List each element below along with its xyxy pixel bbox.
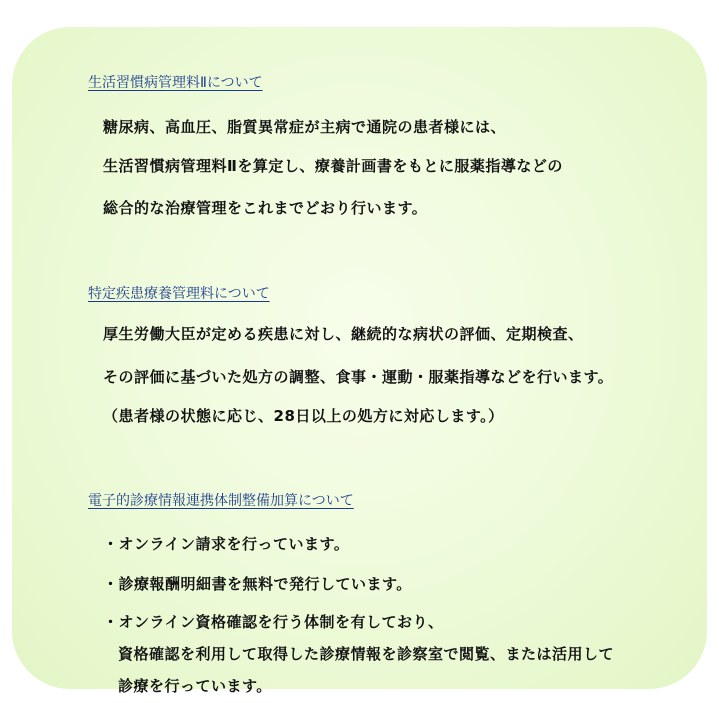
section-heading-lifestyle-disease: 生活習慣病管理料Ⅱについて	[88, 75, 263, 91]
section-3-bullet-2: ・診療報酬明細書を無料で発行しています。	[103, 575, 412, 593]
info-panel	[12, 27, 707, 695]
section-2-line-2: その評価に基づいた処方の調整、食事・運動・服薬指導などを行います。	[103, 368, 614, 386]
section-2-line-1: 厚生労働大臣が定める疾患に対し、継続的な病状の評価、定期検査、	[103, 325, 584, 343]
section-3-bullet-3-cont-1: 資格確認を利用して取得した診療情報を診察室で閲覧、または活用して	[118, 645, 615, 663]
section-heading-specific-disease: 特定疾患療養管理料について	[88, 286, 270, 302]
section-3-bullet-3: ・オンライン資格確認を行う体制を有しており、	[103, 613, 444, 631]
section-3-bullet-3-cont-2: 診療を行っています。	[118, 677, 272, 695]
section-2-line-3: （患者様の状態に応じ、28日以上の処方に対応します。）	[103, 407, 504, 425]
section-1-line-2: 生活習慣病管理料Ⅱを算定し、療養計画書をもとに服薬指導などの	[103, 157, 563, 175]
section-1-line-3: 総合的な治療管理をこれまでどおり行います。	[103, 199, 428, 217]
section-1-line-1: 糖尿病、高血圧、脂質異常症が主病で通院の患者様には、	[103, 118, 507, 136]
section-heading-electronic-info: 電子的診療情報連携体制整備加算について	[88, 493, 354, 509]
section-3-bullet-1: ・オンライン請求を行っています。	[103, 535, 350, 553]
